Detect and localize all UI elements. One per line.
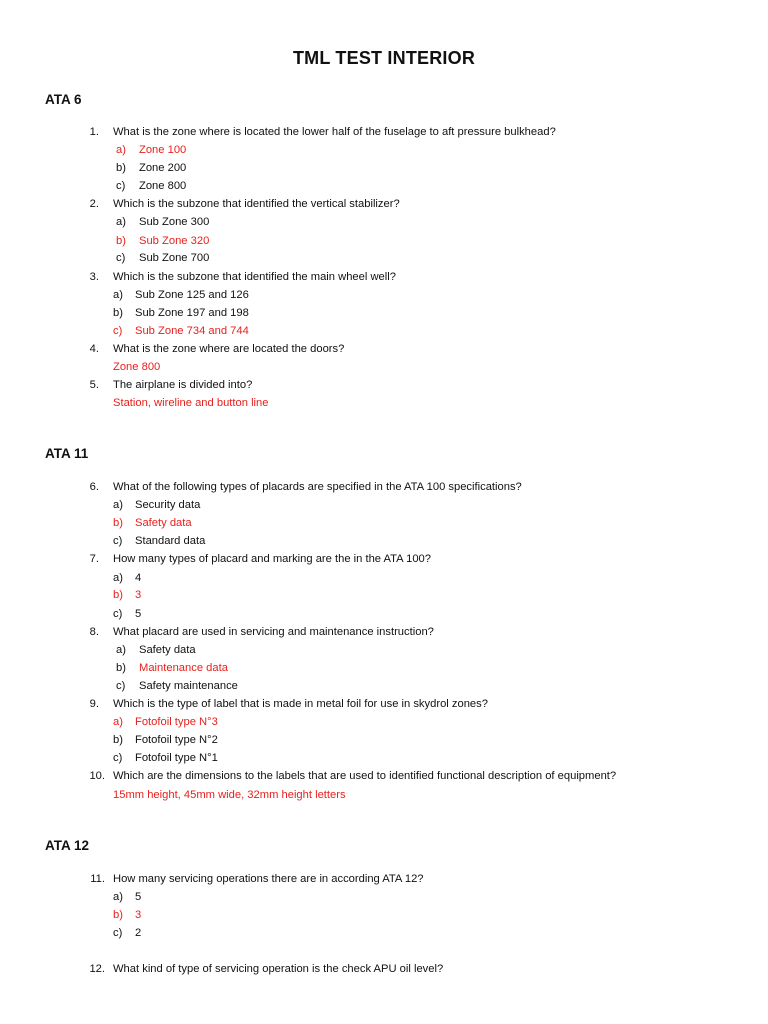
section-heading-ata-6: ATA 6 (45, 92, 82, 107)
question-text: Which is the type of label that is made in metal foil for use in skydrol zones? (113, 698, 488, 710)
question-text: What is the zone where is located the lower half of the fuselage to aft pressure bulkhead? (113, 126, 556, 138)
question-number: 12. (89, 963, 105, 975)
section-heading-ata-12: ATA 12 (45, 838, 90, 853)
question-text: The airplane is divided into? (113, 379, 253, 391)
question-text: Which is the subzone that identified the vertical stabilizer? (113, 198, 400, 210)
question-text: How many types of placard and marking are the in the ATA 100? (113, 553, 431, 565)
document-title: TML TEST INTERIOR (292, 48, 476, 68)
question-text: What kind of type of servicing operation is the check APU oil level? (113, 963, 444, 975)
question-number: 1. (89, 126, 99, 138)
question-text: What of the following types of placards are specified in the ATA 100 specifications? (113, 481, 522, 493)
question-number: 8. (89, 626, 99, 638)
question-number: 5. (89, 379, 99, 391)
section-heading-ata-11: ATA 11 (45, 446, 89, 461)
question-text: How many servicing operations there are in according ATA 12? (113, 873, 424, 885)
question-number: 6. (89, 481, 99, 493)
question-number: 9. (89, 698, 99, 710)
question-number: 4. (89, 343, 99, 355)
question-text: Which is the subzone that identified the main wheel well? (113, 271, 396, 283)
question-text: What is the zone where are located the doors? (113, 343, 345, 355)
question-text: What placard are used in servicing and maintenance instruction? (113, 626, 434, 638)
question-number: 3. (89, 271, 99, 283)
question-number: 11. (90, 873, 105, 885)
question-number: 10. (89, 770, 105, 782)
question-number: 2. (89, 198, 99, 210)
question-number: 7. (89, 553, 99, 565)
question-text: Which are the dimensions to the labels that are used to identified functional description of equipment? (113, 770, 617, 782)
